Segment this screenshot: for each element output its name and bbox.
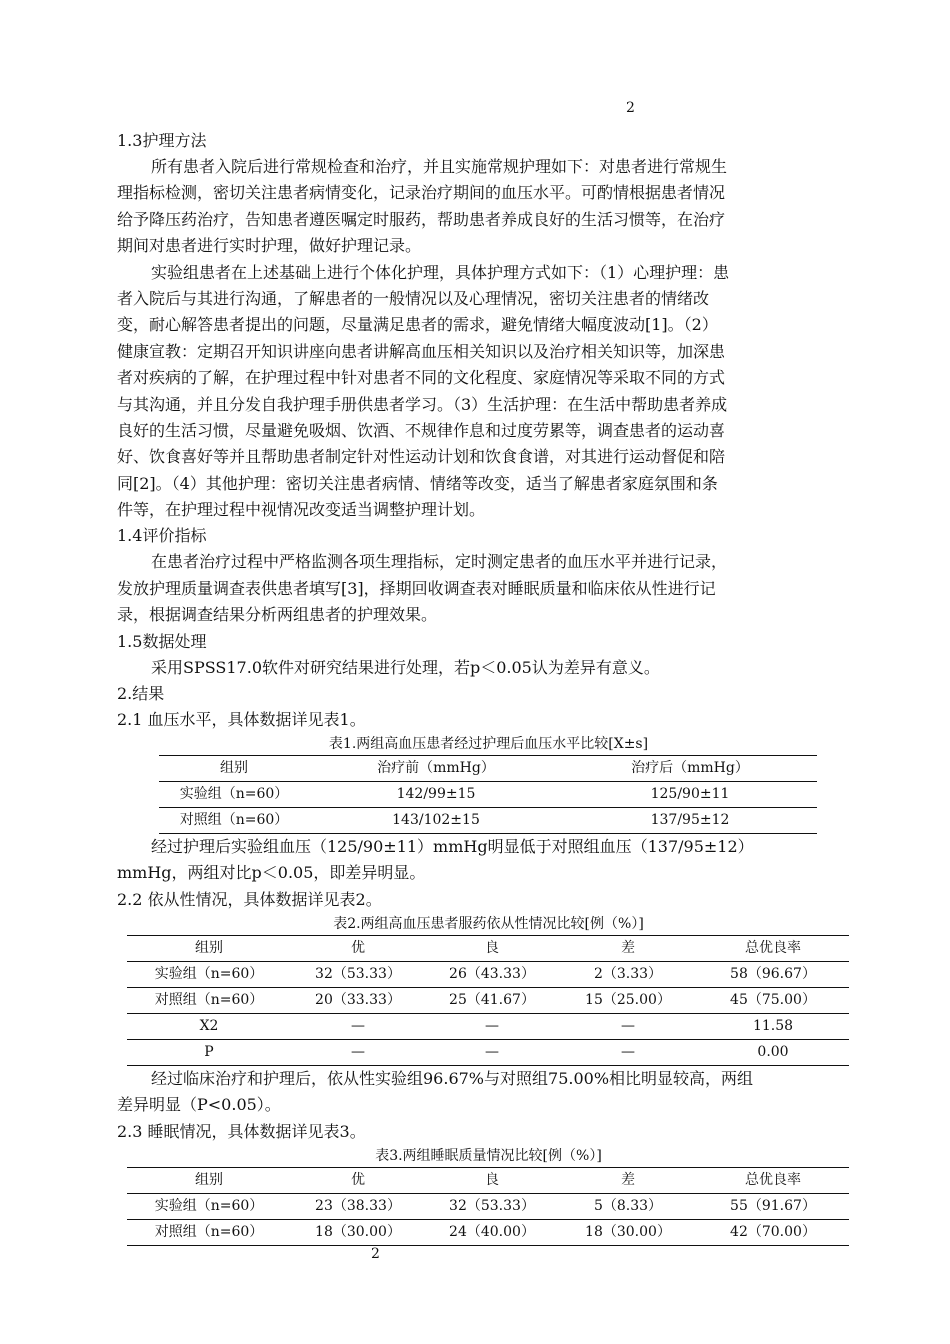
paragraph-2-2-result: 经过临床治疗和护理后，依从性实验组96.67%与对照组75.00%相比明显较高，两组 差异明显（P<0.05）。 [117,1068,754,1115]
table-1-caption: 表1.两组高血压患者经过护理后血压水平比较[X±s] [328,736,649,753]
table-header-cell: 组别 [127,1167,291,1193]
table-1 [159,755,817,834]
table-cell: — [291,1039,425,1065]
table-cell: 125/90±11 [563,782,817,808]
table-header-cell: 差 [559,935,697,961]
page-number-bottom: 2 [371,1246,380,1262]
heading-2-3: 2.3 睡眠情况，具体数据详见表3。 [117,1121,366,1141]
table-header-cell: 总优良率 [697,935,849,961]
table-cell: 实验组（n=60） [127,1193,291,1219]
table-cell: 137/95±12 [563,808,817,834]
table-row [159,808,817,834]
paragraph-1-4: 在患者治疗过程中严格监测各项生理指标，定时测定患者的血压水平并进行记录， 发放护理质量调查表供患者填写[3]，择期回收调查表对睡眠质量和临床依从性进行记 录，根据调查结果分析两组患者的护理效果。 [117,552,728,625]
table-cell: — [559,1013,697,1039]
table-cell: 143/102±15 [309,808,563,834]
table-header-cell: 优 [291,1167,425,1193]
table-cell: 142/99±15 [309,782,563,808]
table-header-cell: 治疗前（mmHg） [309,756,563,782]
table-cell: — [559,1039,697,1065]
table-row [159,782,817,808]
table-cell: 11.58 [697,1013,849,1039]
table-row [127,1039,849,1065]
heading-2: 2.结果 [117,684,165,704]
table-cell: X2 [127,1013,291,1039]
table-header-cell: 总优良率 [697,1167,849,1193]
heading-2-1: 2.1 血压水平，具体数据详见表1。 [117,710,366,730]
heading-2-2: 2.2 依从性情况，具体数据详见表2。 [117,889,382,909]
table-cell: P [127,1039,291,1065]
table-row [127,961,849,987]
paragraph-1-3-individual: 实验组患者在上述基础上进行个体化护理，具体护理方式如下：（1）心理护理：患 者入院后与其进行沟通，了解患者的一般情况以及心理情况，密切关注患者的情绪改 变，耐心解答患者提出的问题，尽量满足患者的需求，避免情绪大幅度波动[1]。（2） 健康宣教：定期召开知识讲座向患者讲解高血压相关知识以及治疗相关知识等，加深患 者对疾病的了解，在护理过程中针对患者不同的文化程度、家庭情况等采取不同的方式 与其沟通，并且分发自我护理手册供患者学习。（3）生活护理：在生活中帮助患者养成 良好的生活习惯，尽量避免吸烟、饮酒、不规律作息和过度劳累等，调查患者的运动喜 好、饮食喜好等并且帮助患者制定针对性运动计划和饮食食谱，对其进行运动督促和陪 同[2]。（4）其他护理：密切关注患者病情、情绪等改变，适当了解患者家庭氛围和条 件等，在护理过程中视情况改变适当调整护理计划。 [117,262,730,520]
table-cell: 18（30.00） [291,1219,425,1245]
page-number-top: 2 [626,100,635,116]
table-row [127,1219,849,1245]
table-header-row [127,1167,849,1193]
table-cell: 2（3.33） [559,961,697,987]
table-row [127,1013,849,1039]
table-header-cell: 组别 [159,756,309,782]
heading-1-3: 1.3护理方法 [117,131,207,150]
table-cell: 实验组（n=60） [159,782,309,808]
table-header-cell: 组别 [127,935,291,961]
table-header-cell: 优 [291,935,425,961]
table-cell: 55（91.67） [697,1193,849,1219]
table-header-cell: 良 [425,1167,559,1193]
heading-1-5: 1.5数据处理 [117,631,207,651]
table-header-cell: 良 [425,935,559,961]
table-cell: 对照组（n=60） [127,987,291,1013]
table-cell: 25（41.67） [425,987,559,1013]
paragraph-2-1-result: 经过护理后实验组血压（125/90±11）mmHg明显低于对照组血压（137/95±12） mmHg，两组对比p＜0.05，即差异明显。 [117,837,754,883]
paragraph-1-3-routine: 所有患者入院后进行常规检查和治疗，并且实施常规护理如下：对患者进行常规生 理指标检测，密切关注患者病情变化，记录治疗期间的血压水平。可酌情根据患者情况 给予降压药治疗，告知患者遵医嘱定时服药，帮助患者养成良好的生活习惯等，在治疗 期间对患者进行实时护理，做好护理记录。 [117,157,728,256]
table-cell: 15（25.00） [559,987,697,1013]
table-header-cell: 差 [559,1167,697,1193]
heading-1-4: 1.4评价指标 [117,526,207,546]
table-cell: 对照组（n=60） [127,1219,291,1245]
table-cell: 45（75.00） [697,987,849,1013]
table-cell: 23（38.33） [291,1193,425,1219]
table-cell: 实验组（n=60） [127,961,291,987]
table-3 [127,1167,849,1246]
table-cell: 18（30.00） [559,1219,697,1245]
table-2-caption: 表2.两组高血压患者服药依从性情况比较[例（%）] [333,915,644,932]
table-header-row [127,935,849,961]
paragraph-1-5: 采用SPSS17.0软件对研究结果进行处理，若p＜0.05认为差异有意义。 [151,657,660,677]
table-header-cell: 治疗后（mmHg） [563,756,817,782]
table-cell: 32（53.33） [425,1193,559,1219]
table-cell: — [425,1039,559,1065]
table-cell: 26（43.33） [425,961,559,987]
table-3-caption: 表3.两组睡眠质量情况比较[例（%）] [375,1147,602,1164]
table-cell: 20（33.33） [291,987,425,1013]
table-row [127,1193,849,1219]
table-cell: 32（53.33） [291,961,425,987]
document-body [117,128,860,1246]
table-cell: — [425,1013,559,1039]
table-row [127,987,849,1013]
table-cell: 0.00 [697,1039,849,1065]
table-header-row [159,756,817,782]
table-cell: 58（96.67） [697,961,849,987]
table-2 [127,935,849,1066]
table-cell: 24（40.00） [425,1219,559,1245]
table-cell: 5（8.33） [559,1193,697,1219]
table-cell: 对照组（n=60） [159,808,309,834]
table-cell: — [291,1013,425,1039]
table-cell: 42（70.00） [697,1219,849,1245]
